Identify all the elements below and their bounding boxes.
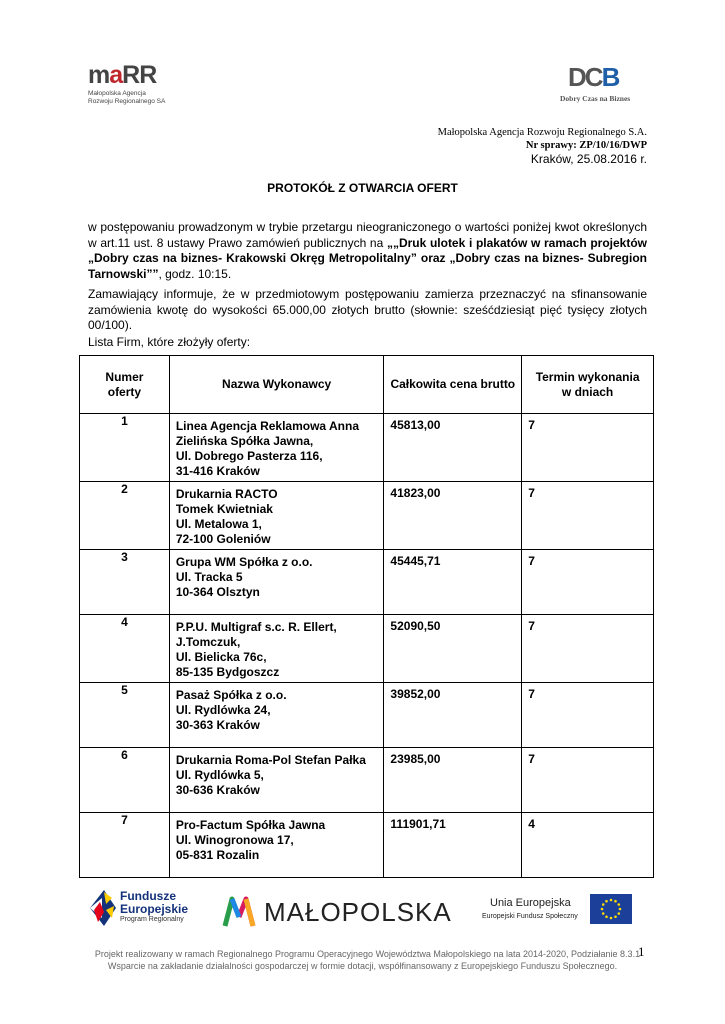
offer-number: 4 bbox=[80, 615, 170, 683]
marr-logo-wordmark: maRR bbox=[88, 61, 157, 89]
offer-price: 39852,00 bbox=[384, 683, 522, 748]
fe-flag-icon bbox=[88, 888, 118, 928]
offer-number: 5 bbox=[80, 683, 170, 748]
contractor-name: Pasaż Spółka z o.o. Ul. Rydlówka 24, 30-363 Kraków bbox=[169, 683, 384, 748]
dcb-logo-wordmark: DCB bbox=[568, 62, 619, 92]
dcb-logo bbox=[560, 64, 650, 106]
dcb-logo-subtitle: Dobry Czas na Biznes bbox=[560, 94, 631, 103]
offer-price: 41823,00 bbox=[384, 482, 522, 550]
offer-term: 7 bbox=[522, 414, 654, 482]
offer-term: 7 bbox=[522, 683, 654, 748]
table-header-row bbox=[80, 356, 654, 414]
eu-logo bbox=[482, 894, 642, 934]
eu-flag-icon bbox=[590, 894, 632, 924]
offer-term: 7 bbox=[522, 550, 654, 615]
eu-logo-text: Unia Europejska bbox=[490, 897, 571, 909]
header-price: Całkowita cena brutto bbox=[384, 356, 522, 414]
offer-number: 6 bbox=[80, 748, 170, 813]
table-row bbox=[80, 748, 654, 813]
agency-name: Małopolska Agencja Rozwoju Regionalnego S.A. bbox=[437, 127, 647, 138]
footer-note: Wsparcie na zakładanie działalności gospodarczej w formie dotacji, współfinansowany z Europejskiego Funduszu Społecznego. bbox=[107, 961, 618, 971]
case-number: Nr sprawy: ZP/10/16/DWP bbox=[525, 140, 647, 151]
offer-term: 4 bbox=[522, 813, 654, 878]
offer-number: 7 bbox=[80, 813, 170, 878]
malopolska-wordmark: MAŁOPOLSKA bbox=[264, 897, 452, 927]
table-row bbox=[80, 683, 654, 748]
offer-price: 52090,50 bbox=[384, 615, 522, 683]
header-term: Termin wykonania w dniach bbox=[522, 356, 654, 414]
contractor-name: P.P.U. Multigraf s.c. R. Ellert, J.Tomczuk, Ul. Bielicka 76c, 85-135 Bydgoszcz bbox=[169, 615, 384, 683]
fe-logo-subtitle: Program Regionalny bbox=[120, 916, 184, 923]
header-contractor: Nazwa Wykonawcy bbox=[169, 356, 384, 414]
offer-price: 111901,71 bbox=[384, 813, 522, 878]
contractor-name: Linea Agencja Reklamowa Anna Zielińska Spółka Jawna, Ul. Dobrego Pasterza 116, 31-416 Kraków bbox=[169, 414, 384, 482]
eu-logo-subtitle: Europejski Fundusz Społeczny bbox=[482, 913, 578, 920]
budget-paragraph: Zamawiający informuje, że w przedmiotowym postępowaniu zamierza przeznaczyć na sfinansowanie zamówienia kwotę do wysokości 65.000,00 złotych brutto (słownie: sześćdziesiąt pięć tysięcy złotych 00/100). bbox=[88, 287, 647, 332]
malopolska-sign-icon bbox=[222, 895, 256, 929]
offer-term: 7 bbox=[522, 615, 654, 683]
contractor-name: Drukarnia Roma-Pol Stefan Pałka Ul. Rydlówka 5, 30-636 Kraków bbox=[169, 748, 384, 813]
offer-price: 45445,71 bbox=[384, 550, 522, 615]
table-row bbox=[80, 414, 654, 482]
list-intro: Lista Firm, które złożyły oferty: bbox=[88, 335, 251, 349]
offer-number: 3 bbox=[80, 550, 170, 615]
offer-number: 1 bbox=[80, 414, 170, 482]
place-date: Kraków, 25.08.2016 r. bbox=[530, 152, 647, 166]
marr-logo bbox=[88, 62, 198, 106]
table-row bbox=[80, 813, 654, 878]
table-row bbox=[80, 615, 654, 683]
offers-table bbox=[79, 355, 654, 878]
contractor-name: Drukarnia RACTO Tomek Kwietniak Ul. Metalowa 1, 72-100 Goleniów bbox=[169, 482, 384, 550]
table-row bbox=[80, 482, 654, 550]
marr-logo-subtitle: Małopolska Agencja bbox=[88, 90, 146, 97]
marr-logo-subtitle: Rozwoju Regionalnego SA bbox=[88, 98, 166, 105]
footer-note: Projekt realizowany w ramach Regionalnego Programu Operacyjnego Województwa Małopolskiego na lata 2014-2020, Podziałanie 8.3.1 bbox=[94, 949, 641, 959]
offer-term: 7 bbox=[522, 482, 654, 550]
offer-number: 2 bbox=[80, 482, 170, 550]
offer-term: 7 bbox=[522, 748, 654, 813]
fe-logo-text: Fundusze bbox=[120, 889, 176, 903]
malopolska-logo bbox=[222, 895, 457, 935]
offer-price: 23985,00 bbox=[384, 748, 522, 813]
document-title: PROTOKÓŁ Z OTWARCIA OFERT bbox=[267, 181, 458, 195]
intro-paragraph: w postępowaniu prowadzonym w trybie przetargu nieograniczonego o wartości poniżej kwot określonych w art.11 ust. 8 ustawy Prawo zamówień publicznych na „„Druk ulotek i plakatów w ramach projektów „Dobry czas na biznes- Krakowski Okręg Metropolitalny” oraz „Dobry czas na biznes- Subregion Tarnowski””, godz. 10:15. bbox=[88, 220, 648, 281]
fundusze-europejskie-logo bbox=[88, 885, 208, 935]
procurement-subject: „„Druk ulotek i plakatów w ramach projektów „Dobry czas na biznes- Krakowski Okręg Metropolitalny” oraz „Dobry czas na biznes- Subregion Tarnowski”” bbox=[88, 235, 648, 281]
fe-logo-text: Europejskie bbox=[120, 902, 189, 916]
offer-price: 45813,00 bbox=[384, 414, 522, 482]
contractor-name: Pro-Factum Spółka Jawna Ul. Winogronowa 17, 05-831 Rozalin bbox=[169, 813, 384, 878]
contractor-name: Grupa WM Spółka z o.o. Ul. Tracka 5 10-364 Olsztyn bbox=[169, 550, 384, 615]
table-row bbox=[80, 550, 654, 615]
header-number: Numer oferty bbox=[80, 356, 170, 414]
page-number: 1 bbox=[638, 944, 645, 959]
